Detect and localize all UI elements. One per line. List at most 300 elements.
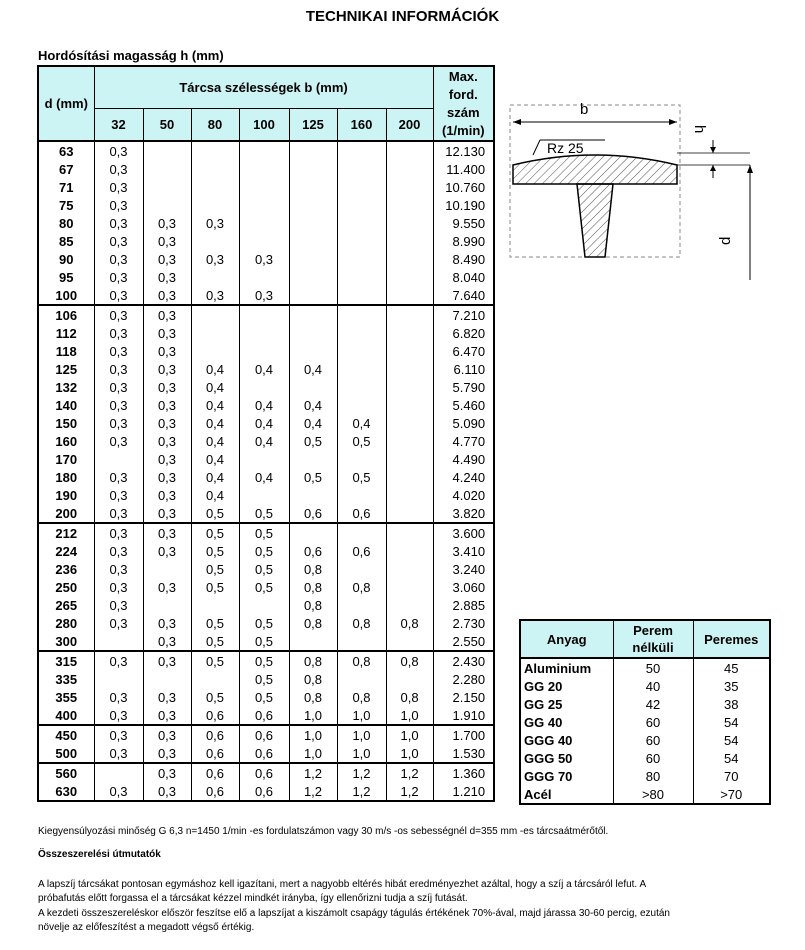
material-name-cell: GGG 50 bbox=[520, 749, 613, 767]
crown-height-cell bbox=[337, 196, 386, 214]
crown-height-cell: 0,8 bbox=[289, 560, 337, 578]
crown-height-cell: 0,3 bbox=[143, 232, 191, 250]
table-row bbox=[38, 160, 494, 178]
crown-height-cell: 0,3 bbox=[94, 560, 143, 578]
crown-height-cell: 0,3 bbox=[94, 782, 143, 801]
material-row bbox=[520, 767, 770, 785]
crown-height-cell: 0,5 bbox=[337, 432, 386, 450]
max-rpm-cell: 7.640 bbox=[433, 286, 494, 305]
crown-height-cell bbox=[337, 450, 386, 468]
crown-height-cell: 0,6 bbox=[191, 763, 239, 782]
crown-height-cell: 0,4 bbox=[289, 360, 337, 378]
table-row bbox=[38, 286, 494, 305]
crown-height-cell bbox=[386, 178, 433, 196]
arrow-left-icon bbox=[513, 119, 521, 125]
crown-height-cell: 0,3 bbox=[143, 250, 191, 268]
crown-height-cell: 1,2 bbox=[386, 763, 433, 782]
crown-height-cell: 0,8 bbox=[289, 688, 337, 706]
crown-height-cell bbox=[337, 232, 386, 250]
crown-height-cell: 1,0 bbox=[386, 706, 433, 725]
crown-height-cell: 0,3 bbox=[143, 523, 191, 542]
max-rpm-cell: 2.280 bbox=[433, 670, 494, 688]
material-row bbox=[520, 731, 770, 749]
perem-nelkuli-cell: 60 bbox=[613, 731, 693, 749]
crown-height-cell bbox=[289, 214, 337, 232]
max-rpm-cell: 3.410 bbox=[433, 542, 494, 560]
crown-height-cell bbox=[239, 178, 289, 196]
max-rpm-cell: 6.110 bbox=[433, 360, 494, 378]
crown-height-cell: 0,3 bbox=[143, 286, 191, 305]
crown-height-cell: 0,5 bbox=[191, 504, 239, 523]
crown-height-cell bbox=[191, 178, 239, 196]
max-rpm-cell: 11.400 bbox=[433, 160, 494, 178]
diameter-cell: 160 bbox=[38, 432, 94, 450]
header-width-200: 200 bbox=[386, 108, 433, 141]
diameter-cell: 80 bbox=[38, 214, 94, 232]
crown-height-cell bbox=[337, 396, 386, 414]
crown-height-body bbox=[38, 141, 494, 801]
crown-height-cell: 0,4 bbox=[239, 468, 289, 486]
perem-nelkuli-cell: 60 bbox=[613, 749, 693, 767]
table-row bbox=[38, 578, 494, 596]
table-row bbox=[38, 542, 494, 560]
max-rpm-cell: 8.990 bbox=[433, 232, 494, 250]
diameter-cell: 85 bbox=[38, 232, 94, 250]
crown-height-cell bbox=[337, 160, 386, 178]
table-row bbox=[38, 414, 494, 432]
crown-height-cell bbox=[239, 232, 289, 250]
material-table bbox=[519, 619, 771, 805]
crown-height-cell bbox=[239, 305, 289, 324]
crown-height-cell: 0,6 bbox=[239, 763, 289, 782]
diameter-cell: 67 bbox=[38, 160, 94, 178]
crown-height-cell bbox=[239, 268, 289, 286]
table-row bbox=[38, 232, 494, 250]
crown-height-cell bbox=[239, 324, 289, 342]
table-row bbox=[38, 196, 494, 214]
crown-height-cell: 0,3 bbox=[143, 725, 191, 744]
crown-height-cell bbox=[289, 523, 337, 542]
crown-height-cell: 0,4 bbox=[191, 378, 239, 396]
table-row bbox=[38, 141, 494, 160]
crown-height-cell: 0,5 bbox=[239, 560, 289, 578]
crown-height-cell: 1,2 bbox=[289, 782, 337, 801]
table-row bbox=[38, 324, 494, 342]
max-rpm-cell: 3.240 bbox=[433, 560, 494, 578]
diameter-cell: 300 bbox=[38, 632, 94, 651]
crown-height-cell: 1,0 bbox=[386, 744, 433, 763]
arrow-down-icon bbox=[710, 147, 716, 153]
peremes-cell: 54 bbox=[693, 749, 770, 767]
crown-height-cell bbox=[386, 324, 433, 342]
crown-height-cell: 0,5 bbox=[191, 632, 239, 651]
arrow-right-icon bbox=[669, 119, 677, 125]
crown-height-cell: 0,3 bbox=[143, 414, 191, 432]
crown-height-cell: 0,3 bbox=[94, 141, 143, 160]
crown-height-cell: 0,3 bbox=[94, 396, 143, 414]
diameter-cell: 132 bbox=[38, 378, 94, 396]
width-header-row bbox=[38, 108, 494, 141]
assembly-line: növelje az előfeszítést a megadott végső értékig. bbox=[38, 922, 255, 933]
max-rpm-cell: 6.470 bbox=[433, 342, 494, 360]
diameter-cell: 112 bbox=[38, 324, 94, 342]
crown-height-cell: 0,3 bbox=[94, 523, 143, 542]
crown-height-cell: 0,5 bbox=[289, 432, 337, 450]
crown-height-cell: 0,3 bbox=[143, 450, 191, 468]
crown-height-cell: 0,3 bbox=[94, 432, 143, 450]
crown-height-cell: 0,4 bbox=[191, 396, 239, 414]
diameter-cell: 140 bbox=[38, 396, 94, 414]
crown-height-cell: 0,3 bbox=[143, 396, 191, 414]
crown-height-cell bbox=[337, 305, 386, 324]
crown-height-cell: 0,3 bbox=[94, 178, 143, 196]
max-rpm-cell: 3.820 bbox=[433, 504, 494, 523]
max-rpm-cell: 8.490 bbox=[433, 250, 494, 268]
table-row bbox=[38, 342, 494, 360]
crown-height-cell bbox=[289, 232, 337, 250]
diameter-cell: 150 bbox=[38, 414, 94, 432]
crown-height-cell bbox=[143, 196, 191, 214]
pulley-cross-section-diagram bbox=[505, 85, 775, 285]
table-row bbox=[38, 688, 494, 706]
crown-height-cell: 0,3 bbox=[94, 578, 143, 596]
crown-height-cell: 1,2 bbox=[337, 782, 386, 801]
perem-nelkuli-cell: >80 bbox=[613, 785, 693, 804]
max-rpm-cell: 7.210 bbox=[433, 305, 494, 324]
max-rpm-cell: 3.600 bbox=[433, 523, 494, 542]
crown-height-cell bbox=[386, 596, 433, 614]
diameter-cell: 190 bbox=[38, 486, 94, 504]
crown-height-cell bbox=[191, 670, 239, 688]
material-row bbox=[520, 785, 770, 804]
header-width-80: 80 bbox=[191, 108, 239, 141]
crown-height-cell bbox=[289, 286, 337, 305]
diameter-cell: 630 bbox=[38, 782, 94, 801]
crown-height-cell: 0,5 bbox=[337, 468, 386, 486]
crown-height-cell: 0,4 bbox=[191, 414, 239, 432]
header-perem-nelkuli-line: nélküli bbox=[632, 640, 674, 655]
crown-height-cell: 0,3 bbox=[94, 486, 143, 504]
crown-height-cell bbox=[289, 342, 337, 360]
diameter-cell: 236 bbox=[38, 560, 94, 578]
diameter-cell: 125 bbox=[38, 360, 94, 378]
table-row bbox=[38, 523, 494, 542]
crown-height-cell: 0,3 bbox=[239, 250, 289, 268]
crown-height-cell bbox=[337, 324, 386, 342]
crown-height-cell bbox=[386, 305, 433, 324]
crown-height-cell: 0,6 bbox=[337, 542, 386, 560]
crown-height-cell bbox=[337, 486, 386, 504]
crown-height-cell: 0,3 bbox=[94, 196, 143, 214]
crown-height-cell bbox=[337, 670, 386, 688]
crown-height-cell: 0,4 bbox=[337, 414, 386, 432]
table-row bbox=[38, 486, 494, 504]
crown-height-cell bbox=[337, 378, 386, 396]
crown-height-cell: 1,2 bbox=[386, 782, 433, 801]
crown-height-cell: 0,8 bbox=[337, 614, 386, 632]
crown-height-cell: 0,5 bbox=[191, 578, 239, 596]
crown-height-cell: 0,6 bbox=[191, 706, 239, 725]
crown-height-cell bbox=[386, 286, 433, 305]
table-row bbox=[38, 632, 494, 651]
crown-height-cell bbox=[289, 632, 337, 651]
max-rpm-cell: 10.760 bbox=[433, 178, 494, 196]
crown-height-cell bbox=[337, 141, 386, 160]
crown-height-cell: 1,0 bbox=[289, 725, 337, 744]
label-rz: Rz 25 bbox=[547, 140, 584, 156]
crown-height-cell: 0,5 bbox=[239, 651, 289, 670]
header-width-160: 160 bbox=[337, 108, 386, 141]
crown-height-cell: 1,0 bbox=[337, 744, 386, 763]
crown-height-cell bbox=[94, 450, 143, 468]
crown-height-cell: 0,8 bbox=[289, 596, 337, 614]
crown-height-cell bbox=[239, 378, 289, 396]
crown-height-cell bbox=[386, 450, 433, 468]
crown-height-cell: 0,3 bbox=[143, 763, 191, 782]
crown-height-cell: 0,6 bbox=[289, 504, 337, 523]
crown-height-cell: 0,3 bbox=[191, 214, 239, 232]
table-row bbox=[38, 670, 494, 688]
material-name-cell: GG 25 bbox=[520, 695, 613, 713]
crown-height-cell bbox=[143, 160, 191, 178]
crown-height-cell: 0,3 bbox=[143, 651, 191, 670]
material-name-cell: GG 20 bbox=[520, 677, 613, 695]
label-h: h bbox=[691, 125, 708, 134]
header-width-125: 125 bbox=[289, 108, 337, 141]
crown-height-cell bbox=[289, 324, 337, 342]
diameter-cell: 200 bbox=[38, 504, 94, 523]
pulley-web bbox=[577, 184, 613, 257]
crown-height-cell bbox=[337, 178, 386, 196]
assembly-paragraph-2 bbox=[38, 907, 670, 935]
crown-height-cell bbox=[239, 596, 289, 614]
max-rpm-cell: 2.430 bbox=[433, 651, 494, 670]
max-rpm-cell: 5.460 bbox=[433, 396, 494, 414]
crown-height-cell: 0,4 bbox=[191, 432, 239, 450]
balance-note: Kiegyensúlyozási minőség G 6,3 n=1450 1/min -es fordulatszámon vagy 30 m/s -os sebességnél d=355 mm -es tárcsaátmérőtől. bbox=[38, 826, 609, 837]
crown-height-cell: 1,0 bbox=[337, 706, 386, 725]
header-anyag: Anyag bbox=[520, 620, 613, 658]
crown-height-cell bbox=[289, 196, 337, 214]
crown-height-cell bbox=[386, 250, 433, 268]
crown-height-cell bbox=[94, 632, 143, 651]
crown-height-cell bbox=[337, 632, 386, 651]
crown-height-cell bbox=[289, 160, 337, 178]
crown-height-cell: 0,3 bbox=[143, 486, 191, 504]
peremes-cell: 54 bbox=[693, 713, 770, 731]
crown-height-cell: 0,3 bbox=[143, 324, 191, 342]
label-b: b bbox=[580, 101, 589, 118]
crown-height-cell bbox=[289, 305, 337, 324]
crown-height-cell bbox=[143, 178, 191, 196]
crown-height-cell: 0,3 bbox=[143, 342, 191, 360]
crown-height-cell: 0,5 bbox=[239, 688, 289, 706]
crown-height-cell: 0,5 bbox=[191, 542, 239, 560]
crown-height-cell bbox=[386, 141, 433, 160]
crown-height-cell: 0,5 bbox=[239, 523, 289, 542]
max-rpm-cell: 2.550 bbox=[433, 632, 494, 651]
header-perem-nelkuli-line: Perem bbox=[633, 623, 673, 638]
max-rpm-cell: 9.550 bbox=[433, 214, 494, 232]
crown-height-cell: 0,3 bbox=[94, 504, 143, 523]
crown-height-cell: 0,3 bbox=[143, 432, 191, 450]
peremes-cell: 45 bbox=[693, 658, 770, 677]
crown-height-cell: 0,3 bbox=[94, 324, 143, 342]
table-row bbox=[38, 250, 494, 268]
material-row bbox=[520, 677, 770, 695]
diameter-cell: 90 bbox=[38, 250, 94, 268]
crown-height-cell bbox=[239, 196, 289, 214]
crown-height-cell bbox=[337, 560, 386, 578]
table-row bbox=[38, 305, 494, 324]
diameter-cell: 335 bbox=[38, 670, 94, 688]
crown-height-cell bbox=[386, 378, 433, 396]
crown-height-cell bbox=[386, 523, 433, 542]
perem-nelkuli-cell: 50 bbox=[613, 658, 693, 677]
max-rpm-cell: 2.150 bbox=[433, 688, 494, 706]
crown-height-cell: 0,3 bbox=[94, 706, 143, 725]
crown-height-cell bbox=[386, 670, 433, 688]
crown-height-cell: 0,8 bbox=[289, 614, 337, 632]
crown-height-cell: 0,3 bbox=[143, 305, 191, 324]
crown-height-cell bbox=[289, 486, 337, 504]
peremes-cell: 54 bbox=[693, 731, 770, 749]
crown-height-cell: 0,8 bbox=[289, 578, 337, 596]
crown-height-cell bbox=[289, 378, 337, 396]
crown-height-cell bbox=[94, 670, 143, 688]
arrow-up-icon bbox=[710, 165, 716, 171]
crown-height-cell bbox=[191, 596, 239, 614]
crown-height-cell: 0,5 bbox=[239, 504, 289, 523]
crown-height-cell: 0,3 bbox=[94, 744, 143, 763]
crown-height-cell: 0,5 bbox=[239, 670, 289, 688]
max-rpm-cell: 4.770 bbox=[433, 432, 494, 450]
crown-height-cell bbox=[191, 342, 239, 360]
header-max-rpm-line: ford. bbox=[448, 86, 478, 102]
crown-height-cell: 0,3 bbox=[143, 378, 191, 396]
crown-height-cell bbox=[143, 560, 191, 578]
max-rpm-cell: 4.240 bbox=[433, 468, 494, 486]
max-rpm-cell: 4.020 bbox=[433, 486, 494, 504]
crown-height-cell bbox=[143, 670, 191, 688]
crown-height-cell: 0,3 bbox=[191, 286, 239, 305]
crown-height-cell: 1,0 bbox=[337, 725, 386, 744]
assembly-line: A lapszíj tárcsákat pontosan egymáshoz kell igazítani, mert a nagyobb eltérés hibát eredményezhet azáltal, hogy a szíj a tárcsáról lefut. A bbox=[38, 879, 647, 890]
diameter-cell: 95 bbox=[38, 268, 94, 286]
crown-height-cell bbox=[191, 232, 239, 250]
crown-height-cell bbox=[337, 523, 386, 542]
perem-nelkuli-cell: 40 bbox=[613, 677, 693, 695]
crown-height-cell bbox=[386, 396, 433, 414]
diameter-cell: 355 bbox=[38, 688, 94, 706]
max-rpm-cell: 10.190 bbox=[433, 196, 494, 214]
header-max-rpm bbox=[433, 66, 494, 141]
diameter-cell: 75 bbox=[38, 196, 94, 214]
table-row bbox=[38, 396, 494, 414]
crown-height-cell bbox=[386, 432, 433, 450]
max-rpm-cell: 5.790 bbox=[433, 378, 494, 396]
crown-height-cell: 0,3 bbox=[94, 414, 143, 432]
crown-height-cell bbox=[386, 560, 433, 578]
crown-height-cell: 0,5 bbox=[239, 578, 289, 596]
crown-height-cell: 0,6 bbox=[239, 725, 289, 744]
crown-height-cell bbox=[337, 214, 386, 232]
crown-height-cell: 0,3 bbox=[143, 706, 191, 725]
crown-height-cell: 0,3 bbox=[94, 214, 143, 232]
crown-height-cell: 0,3 bbox=[143, 632, 191, 651]
crown-height-cell: 0,5 bbox=[239, 542, 289, 560]
crown-height-cell bbox=[386, 160, 433, 178]
crown-height-cell bbox=[239, 450, 289, 468]
crown-height-cell bbox=[289, 268, 337, 286]
material-row bbox=[520, 713, 770, 731]
crown-height-cell: 1,0 bbox=[289, 706, 337, 725]
crown-height-cell: 0,3 bbox=[94, 232, 143, 250]
crown-height-cell bbox=[386, 486, 433, 504]
diameter-cell: 212 bbox=[38, 523, 94, 542]
crown-height-cell bbox=[239, 214, 289, 232]
crown-height-cell bbox=[191, 160, 239, 178]
header-width-group: Tárcsa szélességek b (mm) bbox=[94, 66, 433, 108]
crown-height-cell: 0,8 bbox=[289, 651, 337, 670]
crown-height-cell bbox=[239, 160, 289, 178]
table-row bbox=[38, 596, 494, 614]
table-row bbox=[38, 782, 494, 801]
diameter-cell: 500 bbox=[38, 744, 94, 763]
crown-height-cell: 0,3 bbox=[94, 468, 143, 486]
crown-height-cell: 0,3 bbox=[94, 360, 143, 378]
diameter-cell: 180 bbox=[38, 468, 94, 486]
diameter-cell: 250 bbox=[38, 578, 94, 596]
max-rpm-cell: 4.490 bbox=[433, 450, 494, 468]
crown-height-cell: 0,3 bbox=[143, 268, 191, 286]
crown-height-cell bbox=[239, 342, 289, 360]
crown-height-cell: 0,3 bbox=[94, 268, 143, 286]
crown-height-cell bbox=[289, 450, 337, 468]
max-rpm-cell: 1.360 bbox=[433, 763, 494, 782]
crown-height-cell bbox=[239, 486, 289, 504]
diameter-cell: 63 bbox=[38, 141, 94, 160]
crown-height-cell bbox=[191, 305, 239, 324]
crown-height-cell: 0,5 bbox=[289, 468, 337, 486]
crown-height-cell: 1,0 bbox=[386, 725, 433, 744]
material-body bbox=[520, 658, 770, 804]
crown-height-cell: 0,4 bbox=[239, 432, 289, 450]
diameter-cell: 280 bbox=[38, 614, 94, 632]
diameter-cell: 71 bbox=[38, 178, 94, 196]
table-row bbox=[38, 744, 494, 763]
crown-height-cell: 0,3 bbox=[94, 688, 143, 706]
label-d: d bbox=[717, 236, 734, 245]
crown-height-cell: 0,3 bbox=[143, 542, 191, 560]
crown-height-cell: 0,3 bbox=[143, 468, 191, 486]
crown-height-cell: 0,3 bbox=[94, 614, 143, 632]
max-rpm-cell: 1.530 bbox=[433, 744, 494, 763]
crown-height-cell: 0,8 bbox=[386, 688, 433, 706]
crown-height-cell bbox=[337, 250, 386, 268]
material-row bbox=[520, 658, 770, 677]
crown-height-cell: 0,5 bbox=[191, 651, 239, 670]
crown-height-cell: 0,4 bbox=[289, 396, 337, 414]
material-name-cell: GGG 40 bbox=[520, 731, 613, 749]
header-max-rpm-line: Max. bbox=[448, 68, 478, 84]
crown-height-cell: 0,3 bbox=[94, 651, 143, 670]
material-name-cell: GG 40 bbox=[520, 713, 613, 731]
material-name-cell: Acél bbox=[520, 785, 613, 804]
crown-height-cell: 0,3 bbox=[143, 214, 191, 232]
diameter-cell: 224 bbox=[38, 542, 94, 560]
crown-height-cell: 0,8 bbox=[337, 651, 386, 670]
